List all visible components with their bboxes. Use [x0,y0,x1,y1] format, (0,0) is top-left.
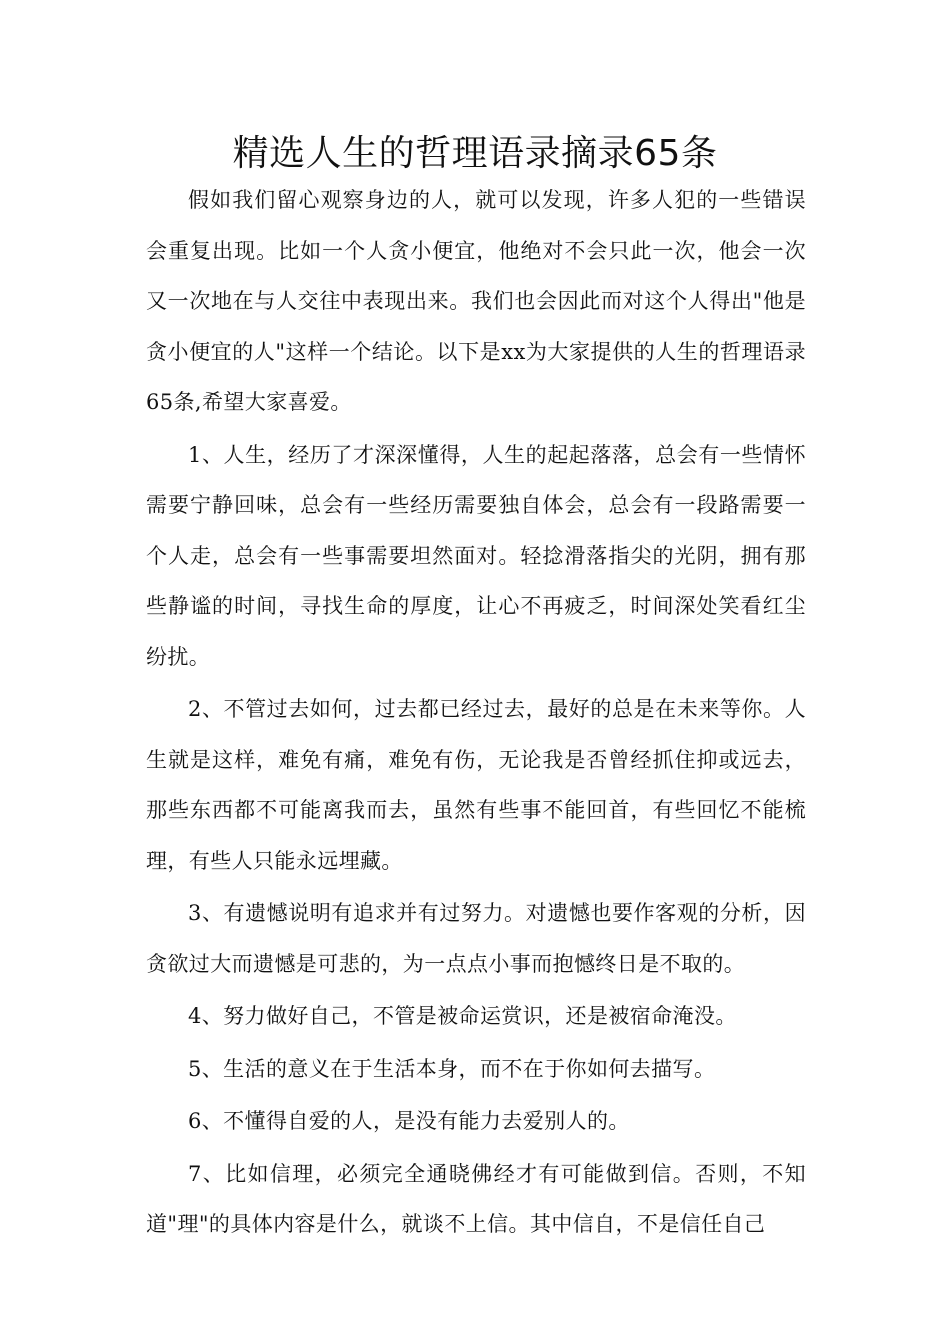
document-title: 精选人生的哲理语录摘录65条 [232,133,718,174]
quote-paragraph-6: 6、不懂得自爱的人，是没有能力去爱别人的。 [188,1109,630,1133]
quote-paragraph-1: 1、人生，经历了才深深懂得，人生的起起落落，总会有一些情怀需要宁静回味，总会有一些经历需要独自体会，总会有一段路需要一个人走，总会有一些事需要坦然面对。轻捻滑落指尖的光阴，拥有那些静谧的时间，寻找生命的厚度，让心不再疲乏，时间深处笑看红尘纷扰。 [146,442,806,669]
quote-paragraph-5: 5、生活的意义在于生活本身，而不在于你如何去描写。 [188,1056,716,1081]
quote-paragraph-3: 3、有遗憾说明有追求并有过努力。对遗憾也要作客观的分析，因贪欲过大而遗憾是可悲的，为一点点小事而抱憾终日是不取的。 [146,901,806,976]
quote-paragraph-7: 7、比如信理，必须完全通晓佛经才有可能做到信。否则，不知道"理"的具体内容是什么，就谈不上信。其中信自，不是信任自己 [146,1161,806,1236]
intro-paragraph: 假如我们留心观察身边的人，就可以发现，许多人犯的一些错误会重复出现。比如一个人贪小便宜，他绝对不会只此一次，他会一次又一次地在与人交往中表现出来。我们也会因此而对这个人得出"他是贪小便宜的人"这样一个结论。以下是xx为大家提供的人生的哲理语录65条,希望大家喜爱。 [146,188,806,414]
quote-paragraph-4: 4、努力做好自己，不管是被命运赏识，还是被宿命淹没。 [188,1004,737,1028]
quote-paragraph-2: 2、不管过去如何，过去都已经过去，最好的总是在未来等你。人生就是这样，难免有痛，难免有伤，无论我是否曾经抓住抑或远去，那些东西都不可能离我而去，虽然有些事不能回首，有些回忆不能梳理，有些人只能永远埋藏。 [146,697,806,873]
document-body [146,175,806,1252]
